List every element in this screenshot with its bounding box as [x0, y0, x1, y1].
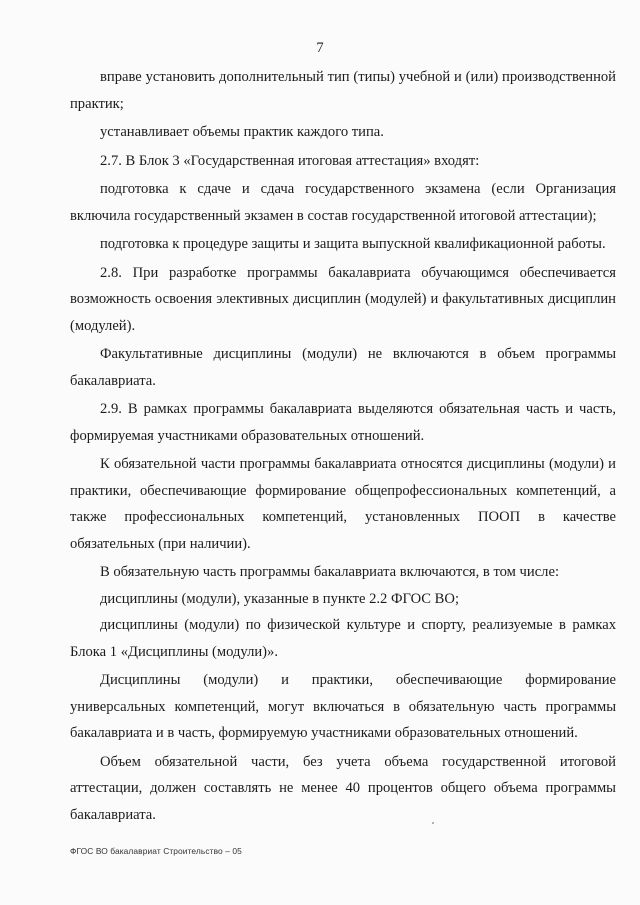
paragraph-2-8: 2.8. При разработке программы бакалавриата обучающимся обеспечивается возможность освоения элективных дисциплин (модулей) и факультативных дисциплин (модулей). — [70, 264, 616, 334]
paragraph-state-exam: подготовка к сдаче и сдача государственного экзамена (если Организация включила государственный экзамен в состав государственной итоговой аттестации); — [70, 181, 616, 224]
paragraph-mandatory-volume: Объем обязательной части, без учета объема государственной итоговой аттестации, должен составлять не менее 40 процентов общего объема программы бакалавриата. — [70, 753, 616, 823]
document-body — [70, 64, 616, 828]
page-number: 7 — [316, 40, 324, 56]
paragraph-mandatory-includes: В обязательную часть программы бакалавриата включаются, в том числе: — [100, 564, 559, 580]
paragraph-practice-volumes: устанавливает объемы практик каждого типа. — [100, 124, 384, 140]
paragraph-disciplines-2-2: дисциплины (модули), указанные в пункте 2.2 ФГОС ВО; — [100, 590, 460, 607]
paragraph-2-7: 2.7. В Блок 3 «Государственная итоговая аттестация» входят: — [100, 152, 480, 169]
paragraph-thesis-defense: подготовка к процедуре защиты и защита выпускной квалификационной работы. — [100, 236, 606, 252]
scan-speck — [432, 822, 434, 824]
paragraph-physical-culture: дисциплины (модули) по физической культуре и спорту, реализуемые в рамках Блока 1 «Дисциплины (модули)». — [70, 617, 616, 660]
paragraph-practice-types: вправе установить дополнительный тип (типы) учебной и (или) производственной практик; — [70, 69, 616, 112]
document-footer: ФГОС ВО бакалавриат Строительство – 05 — [70, 846, 242, 856]
paragraph-universal-competencies: Дисциплины (модули) и практики, обеспечивающие формирование универсальных компетенций, могут включаться в обязательную часть программы бакалавриата и в часть, формируемую участниками образовательных отношений. — [70, 672, 616, 741]
paragraph-mandatory-part: К обязательной части программы бакалавриата относятся дисциплины (модули) и практики, обеспечивающие формирование общепрофессиональных компетенций, а также профессиональных компетенций, установленных ПООП в качестве обязательных (при наличии). — [70, 456, 616, 552]
paragraph-2-9: 2.9. В рамках программы бакалавриата выделяются обязательная часть и часть, формируемая участниками образовательных отношений. — [70, 401, 616, 444]
paragraph-optional-disciplines: Факультативные дисциплины (модули) не включаются в объем программы бакалавриата. — [70, 346, 616, 389]
